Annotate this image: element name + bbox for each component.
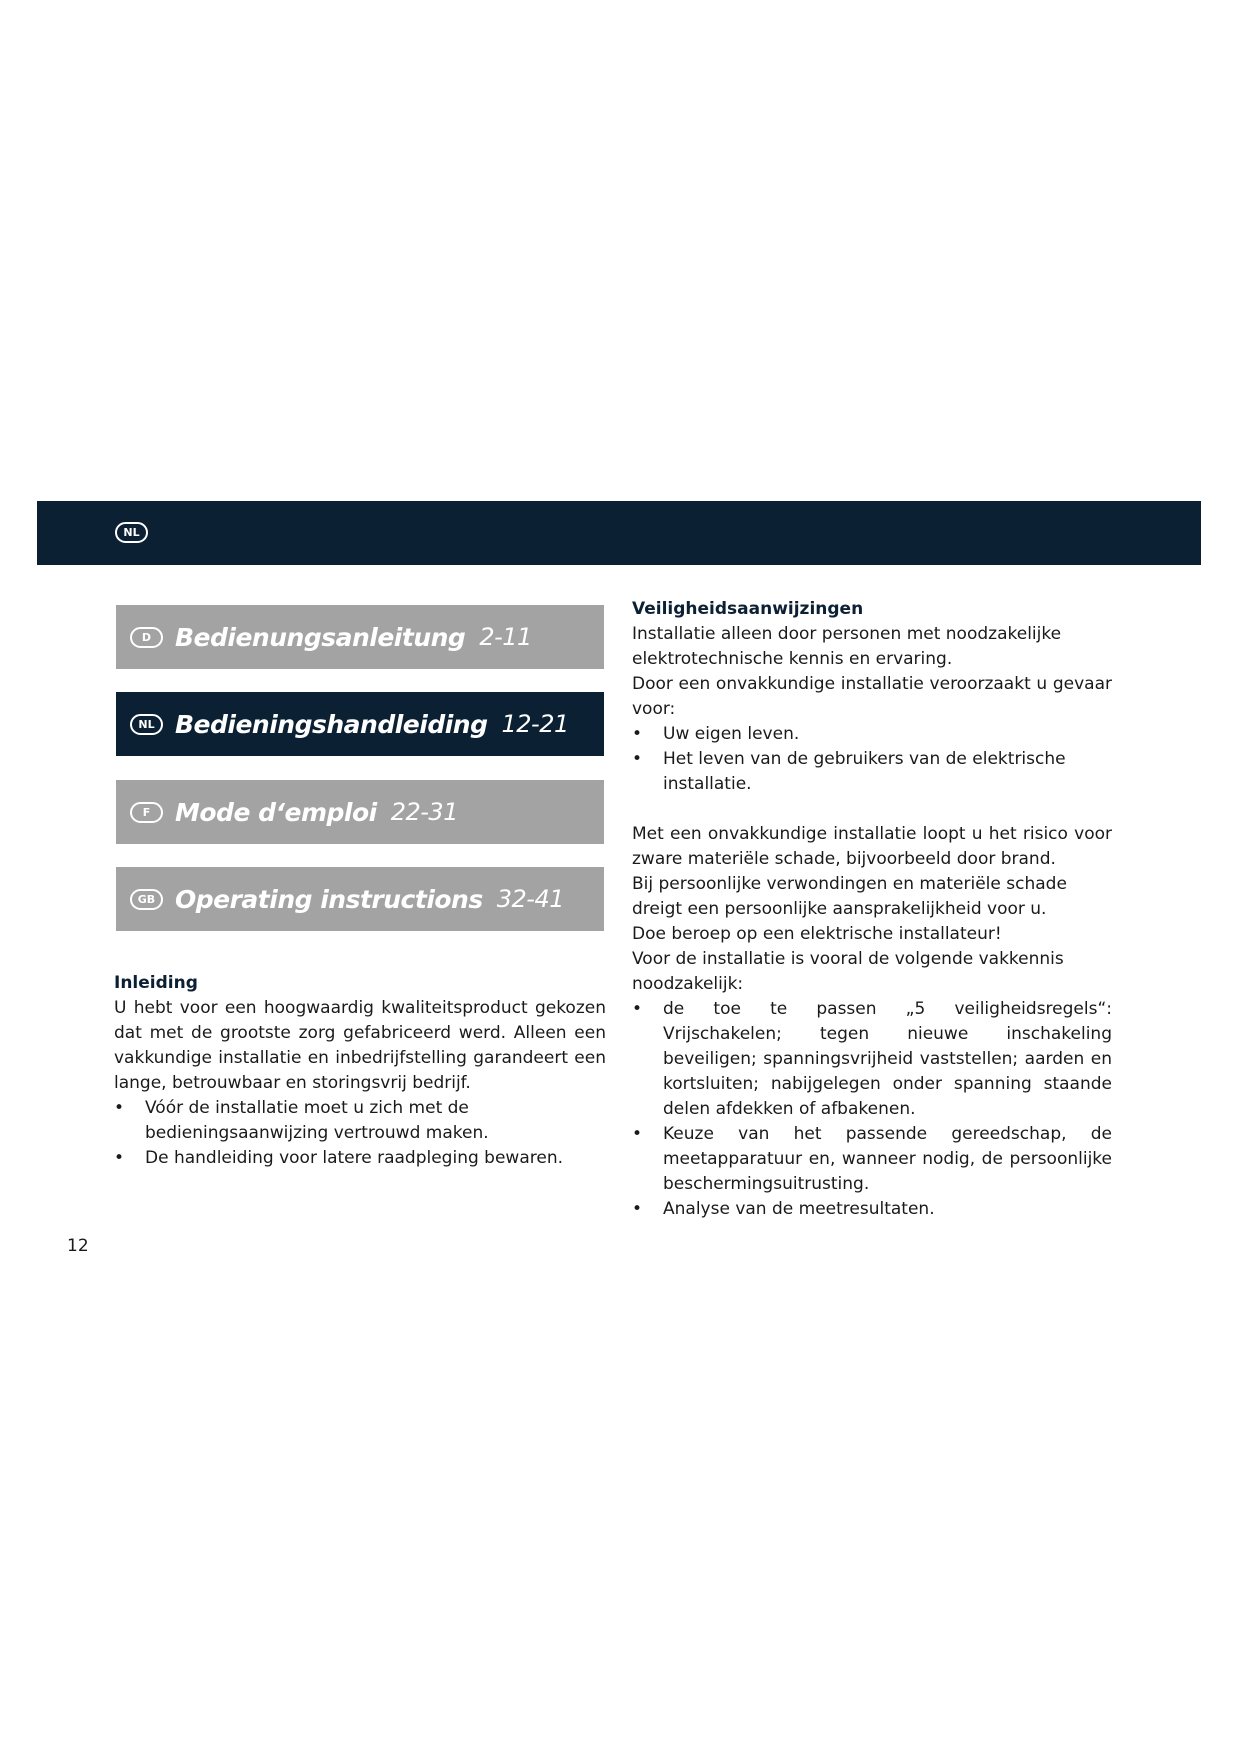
- safety-paragraph: Bij persoonlijke verwondingen en materiële schade dreigt een persoonlijke aansprakelijkheid voor u.: [632, 874, 1067, 919]
- intro-bullet-list: [114, 1096, 606, 1171]
- hazard-bullet-list: [632, 722, 1112, 797]
- toc-pages: 32-41: [496, 885, 564, 913]
- list-item: • De handleiding voor latere raadpleging bewaren.: [114, 1146, 606, 1171]
- list-item: • de toe te passen „5 veiligheidsregels“: Vrijschakelen; tegen nieuwe inschakeling beveiligen; spanningsvrijheid vaststellen; aarden en kortsluiten; nabijgelegen onder spanning staande delen afdekken of afbakenen.: [632, 997, 1112, 1122]
- list-item: • Vóór de installatie moet u zich met de bedieningsaanwijzing vertrouwd maken.: [114, 1096, 606, 1146]
- spacer: [632, 797, 1112, 822]
- language-badge: NL: [115, 522, 148, 543]
- safety-paragraph: Voor de installatie is vooral de volgende vakkennis noodzakelijk:: [632, 949, 1064, 994]
- intro-section: [114, 971, 606, 1171]
- list-item: • Analyse van de meetresultaten.: [632, 1197, 1112, 1222]
- toc-title: Bedienungsanleitung: [175, 622, 466, 652]
- safety-paragraph: Door een onvakkundige installatie veroorzaakt u gevaar voor:: [632, 674, 1112, 719]
- intro-heading: Inleiding: [114, 973, 198, 993]
- header-band: [37, 501, 1201, 565]
- toc-title: Mode d‘emploi: [175, 797, 377, 827]
- language-badge: D: [130, 627, 163, 648]
- toc-item-english[interactable]: [116, 867, 604, 931]
- language-badge: NL: [130, 714, 163, 735]
- page-number: 12: [67, 1236, 89, 1256]
- language-badge: GB: [130, 889, 163, 910]
- intro-paragraph: U hebt voor een hoogwaardig kwaliteitsproduct gekozen dat met de grootste zorg gefabriceerd werd. Alleen een vakkundige installatie en inbedrijfstelling garandeert een lange, betrouwbaar en storingsvrij bedrijf.: [114, 998, 606, 1093]
- list-item: • Keuze van het passende gereedschap, de meetapparatuur en, wanneer nodig, de persoonlijke beschermingsuitrusting.: [632, 1122, 1112, 1197]
- list-item: • Uw eigen leven.: [632, 722, 1112, 747]
- safety-section: [632, 597, 1112, 1222]
- list-item: • Het leven van de gebruikers van de elektrische installatie.: [632, 747, 1112, 797]
- safety-paragraph: Installatie alleen door personen met noodzakelijke elektrotechnische kennis en ervaring.: [632, 624, 1062, 669]
- safety-paragraph: Doe beroep op een elektrische installateur!: [632, 924, 1002, 944]
- toc-item-german[interactable]: [116, 605, 604, 669]
- toc-title: Operating instructions: [175, 884, 483, 914]
- toc-pages: 12-21: [501, 710, 569, 738]
- knowledge-bullet-list: [632, 997, 1112, 1222]
- safety-paragraph: Met een onvakkundige installatie loopt u het risico voor zware materiële schade, bijvoorbeeld door brand.: [632, 824, 1112, 869]
- toc-title: Bedieningshandleiding: [175, 709, 488, 739]
- toc-item-dutch[interactable]: [116, 692, 604, 756]
- toc-pages: 2-11: [479, 623, 532, 651]
- toc-item-french[interactable]: [116, 780, 604, 844]
- toc-pages: 22-31: [390, 798, 458, 826]
- safety-heading: Veiligheidsaanwijzingen: [632, 599, 864, 619]
- language-badge: F: [130, 802, 163, 823]
